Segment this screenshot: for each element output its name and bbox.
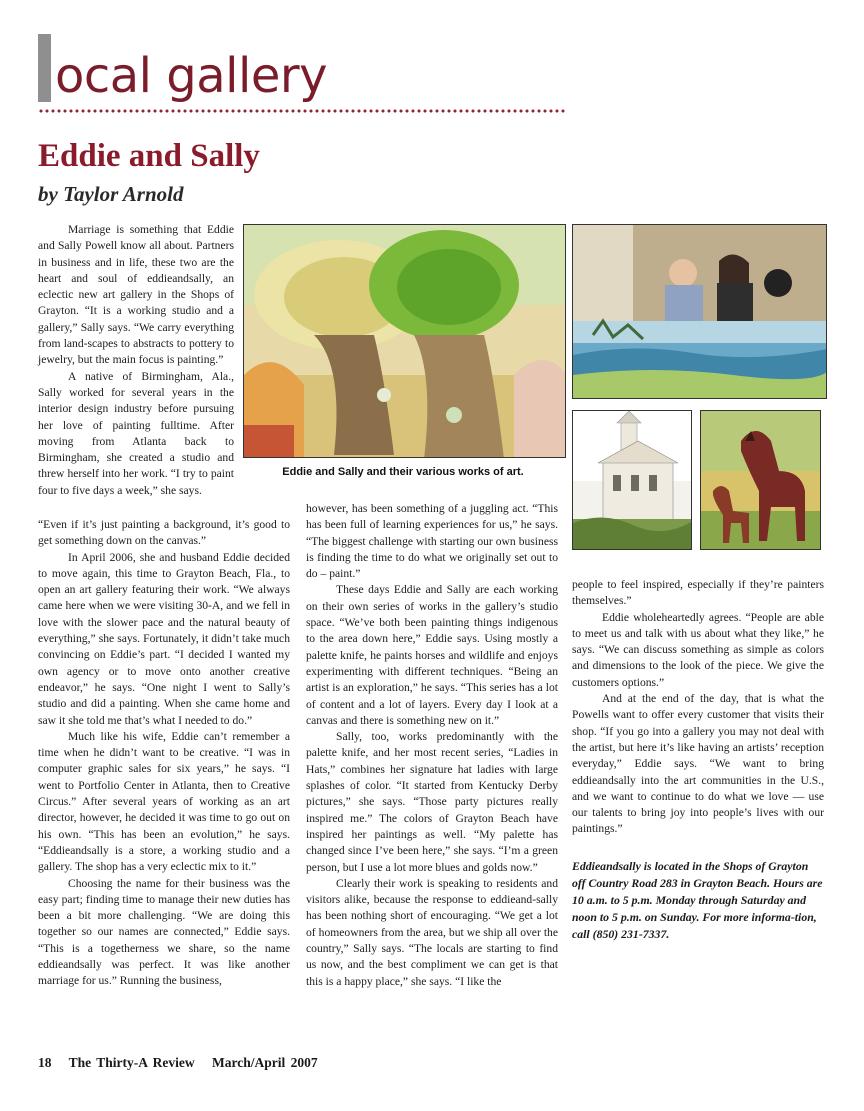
page-footer bbox=[38, 1055, 330, 1071]
chapel-image bbox=[573, 411, 692, 550]
paragraph: Choosing the name for their business was the easy part; finding time to manage their new duties has been a bit more challenging. “We are doing this together so our names are connected,” Eddie says. “This is a togetherness we share, so the name eddieandsally was perfect. It was like another marriage for us.” Running the business, bbox=[38, 876, 290, 988]
paragraph: Much like his wife, Eddie can’t remember a time when he didn’t want to be creative. “I was in computer graphic sales for six years,” he says. “I went to Portfolio Center in Atlanta, then to Creative Circus.” After several years of working as an art director, however, he decided it was time to go out on his own. “This has been an evolution,” he says. “Eddieandsally is a store, a working studio and a gallery. The shop has a very eclectic mix to it.” bbox=[38, 729, 290, 874]
column-1-top bbox=[38, 222, 234, 499]
page-number: 18 bbox=[38, 1055, 52, 1070]
eddie-and-sally-photo bbox=[572, 224, 827, 399]
paragraph: people to feel inspired, especially if they’re painters themselves.” bbox=[572, 578, 824, 608]
paragraph: “Even if it’s just painting a background, it’s good to get something down on the canvas.” bbox=[38, 518, 290, 548]
paragraph: Marriage is something that Eddie and Sally Powell know all about. Partners in business and in life, these two are the heart and soul of eddieandsally, an eclectic new art gallery in the Shops of Grayton. “It is a working studio and a gallery,” Sally says. “We carry everything from land-scapes to abstracts to pottery to jewelry, but the main focus is painting.” bbox=[38, 223, 234, 367]
section-header bbox=[38, 34, 327, 106]
ladies-in-hats-painting bbox=[243, 224, 566, 458]
publication-name: The Thirty-A Review bbox=[68, 1055, 195, 1070]
paragraph: In April 2006, she and husband Eddie decided to move again, this time to Grayton Beach, Fla., to open an art gallery featuring their work. “We always came here when we were visiting 30-A, and we fell in love with the slower pace and the natural beauty of everything,” she says. Fortunately, it didn’t take much convincing on Eddie’s part. “I decided I wanted my own agency or to move onto another creative endeavor,” he says. “One night I went to Sally’s studio and did a painting. When she came home and saw it she told me that’s what I needed to do.” bbox=[38, 550, 290, 727]
paragraph: Eddie wholeheartedly agrees. “People are able to meet us and talk with us about what they like,” he says. “We can discuss something as simple as colors and dimensions to the look of the piece. We give the customers options.” bbox=[572, 610, 824, 689]
chapel-painting bbox=[572, 410, 692, 550]
column-3 bbox=[572, 577, 824, 838]
painting-image bbox=[244, 225, 566, 458]
paragraph: Clearly their work is speaking to residents and visitors alike, because the response to eddieand-sally has been nothing short of encouraging. “We get a lot of homeowners from the area, but we ship all over the country,” Sally says. “The locals are starting to find us now, and the best compliment we can get is that this is a happy place,” she says. “I like the bbox=[306, 876, 558, 988]
section-title: ocal gallery bbox=[55, 48, 327, 104]
paragraph: These days Eddie and Sally are each working on their own series of works in the gallery’s studio space. “We’ve both been painting things indigenous to the area down here,” Eddie says. Using mostly a palette knife, he paints horses and wildlife and enjoys experimenting with different techniques. “Being an artist is an exploration,” he says. “This series has a lot of content and a lot of layers. Every day I look at a canvas and there is something new on it.” bbox=[306, 583, 558, 727]
paragraph: And at the end of the day, that is what the Powells want to offer every customer that visits their shop. “If you go into a gallery you may not deal with the artist, but here it’s like having an artists’ reception everyday,” Eddie says. “We want to bring eddieandsally into the art communities in the U.S., and we want to continue to do what we love — use our talents to bring joy into people’s lives with our paintings.” bbox=[572, 692, 824, 836]
paragraph: A native of Birmingham, Ala., Sally worked for several years in the interior design industry before pursuing her love of painting fulltime. After moving from Atlanta back to Birmingham, she created a studio and threw herself into her work. “I try to paint four to five days a week,” she says. bbox=[38, 369, 234, 497]
column-2 bbox=[306, 501, 558, 990]
paragraph: Sally, too, works predominantly with the palette knife, and her most recent series, “Ladies in Hats,” combines her signature hat ladies with large splashes of color. “It started from Kentucky Derby pictures,” she says. “Those party pictures really inspired me.” The colors of Grayton Beach have inspired her paintings as well. “My palette has changed since I’ve been here,” she says. “I’m a green person, but I use a lot more blues and golds now.” bbox=[306, 730, 558, 874]
photo-caption: Eddie and Sally and their various works of art. bbox=[282, 466, 524, 478]
horse-painting bbox=[700, 410, 821, 550]
photo-image bbox=[573, 225, 827, 399]
issue-date: March/April 2007 bbox=[212, 1055, 318, 1070]
horse-image bbox=[701, 411, 821, 550]
article-title: Eddie and Sally bbox=[38, 138, 260, 174]
column-1-bottom bbox=[38, 517, 290, 990]
dotted-rule bbox=[38, 108, 566, 114]
section-letter-bar bbox=[38, 34, 51, 102]
article-byline: by Taylor Arnold bbox=[38, 182, 184, 206]
paragraph: however, has been something of a juggling act. “This has been full of learning experiences for us,” he says. “The biggest challenge with starting our own business is finding the time to do what we originally set out to do – paint.” bbox=[306, 502, 558, 581]
gallery-info: Eddieandsally is located in the Shops of Grayton off Country Road 283 in Grayton Beach. Hours are 10 a.m. to 5 p.m. Monday through Saturday and noon to 5 p.m. on Sunday. For more informa-tion, call (850) 231-7337. bbox=[572, 859, 823, 941]
